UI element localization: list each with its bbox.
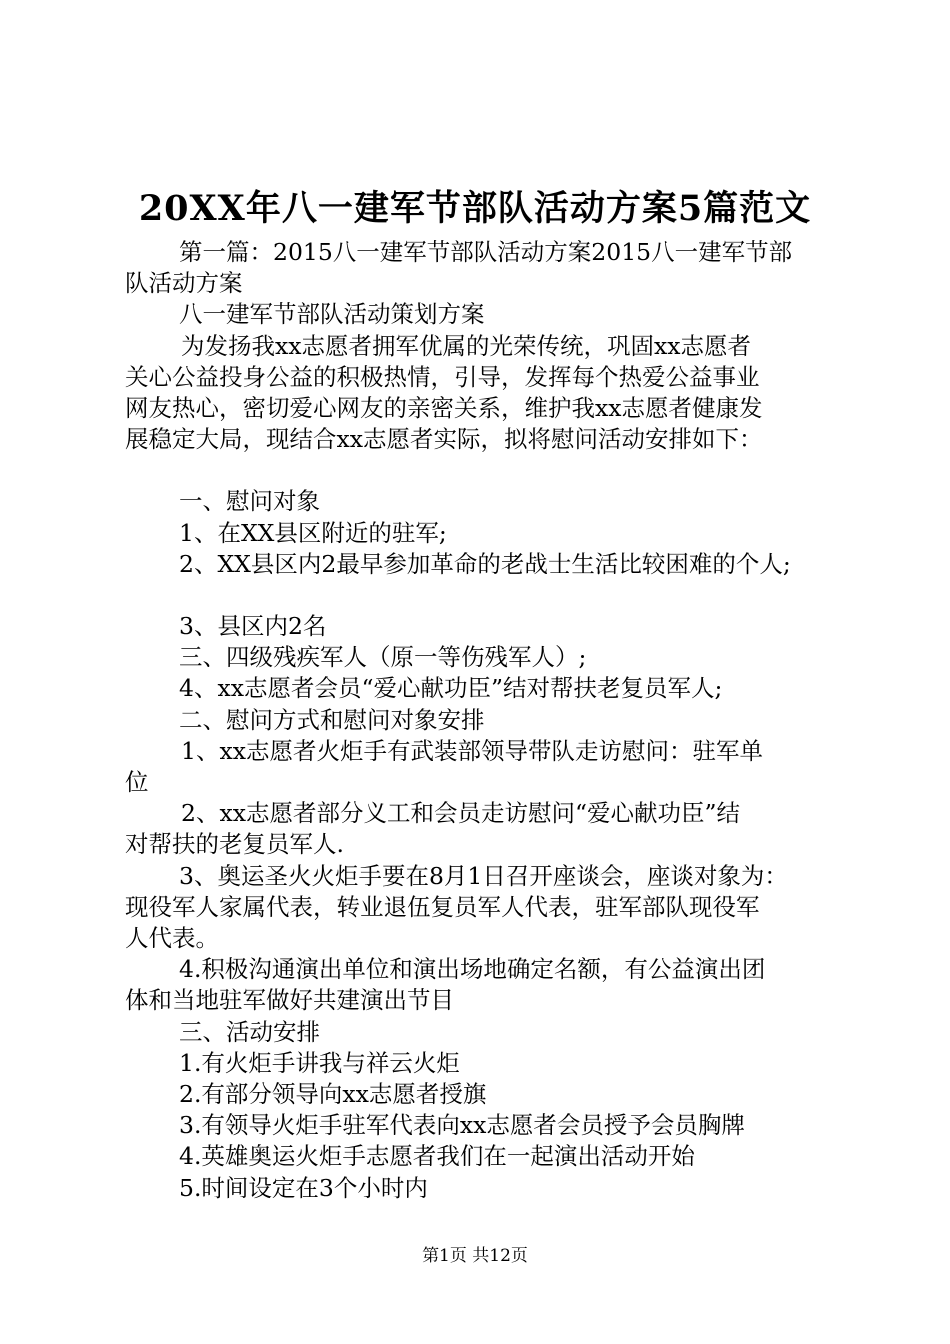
paragraph-line: 三、四级残疾军人（原一等伤残军人）; — [179, 643, 587, 672]
paragraph-line: 三、活动安排 — [179, 1017, 320, 1046]
paragraph-line: 队活动方案 — [125, 269, 243, 298]
document-title: 20XX年八一建军节部队活动方案5篇范文 — [138, 188, 812, 229]
paragraph-line: 位 — [125, 768, 149, 797]
paragraph-line: 第一篇：2015八一建军节部队活动方案2015八一建军节部 — [179, 238, 793, 266]
paragraph-line: 4.积极沟通演出单位和演出场地确定名额，有公益演出团 — [179, 955, 766, 984]
paragraph-line: 为发扬我xx志愿者拥军优属的光荣传统，巩固xx志愿者 — [181, 331, 752, 360]
paragraph-line: 3、奥运圣火火炬手要在8月1日召开座谈会，座谈对象为： — [179, 861, 788, 890]
paragraph-line: 人代表。 — [125, 924, 219, 953]
paragraph-line: 对帮扶的老复员军人. — [125, 830, 344, 859]
paragraph-line: 2、xx志愿者部分义工和会员走访慰问“爱心献功臣”结 — [181, 799, 740, 828]
paragraph-line: 1.有火炬手讲我与祥云火炬 — [179, 1048, 460, 1077]
paragraph-line: 5.时间设定在3个小时内 — [179, 1173, 428, 1202]
paragraph-line: 一、慰问对象 — [179, 487, 320, 516]
paragraph-line: 1、在XX县区附近的驻军; — [179, 518, 447, 547]
document-body — [125, 237, 845, 1204]
paragraph-line: 2.有部分领导向xx志愿者授旗 — [179, 1080, 487, 1109]
paragraph-line: 网友热心，密切爱心网友的亲密关系，维护我xx志愿者健康发 — [125, 394, 763, 423]
blank-line — [125, 580, 845, 611]
paragraph-line: 现役军人家属代表，转业退伍复员军人代表，驻军部队现役军 — [125, 892, 760, 921]
paragraph-line: 体和当地驻军做好共建演出节目 — [125, 986, 454, 1015]
paragraph-line: 关心公益投身公益的积极热情，引导，发挥每个热爱公益事业 — [125, 362, 760, 391]
paragraph-line: 八一建军节部队活动策划方案 — [179, 300, 485, 329]
paragraph-line: 二、慰问方式和慰问对象安排 — [179, 705, 485, 734]
paragraph-line: 4、xx志愿者会员“爱心献功臣”结对帮扶老复员军人; — [179, 674, 723, 703]
paragraph-line: 1、xx志愿者火炬手有武装部领导带队走访慰问：驻军单 — [181, 736, 763, 765]
blank-line — [125, 455, 845, 486]
paragraph-line: 3.有领导火炬手驻军代表向xx志愿者会员授予会员胸牌 — [179, 1111, 745, 1140]
paragraph-line: 4.英雄奥运火炬手志愿者我们在一起演出活动开始 — [179, 1142, 695, 1171]
paragraph-line: 3、县区内2名 — [179, 612, 327, 641]
page-footer: 第1页 共12页 — [422, 1246, 528, 1266]
paragraph-line: 2、XX县区内2最早参加革命的老战士生活比较困难的个人; — [179, 549, 791, 578]
paragraph-line: 展稳定大局，现结合xx志愿者实际，拟将慰问活动安排如下： — [125, 425, 763, 454]
